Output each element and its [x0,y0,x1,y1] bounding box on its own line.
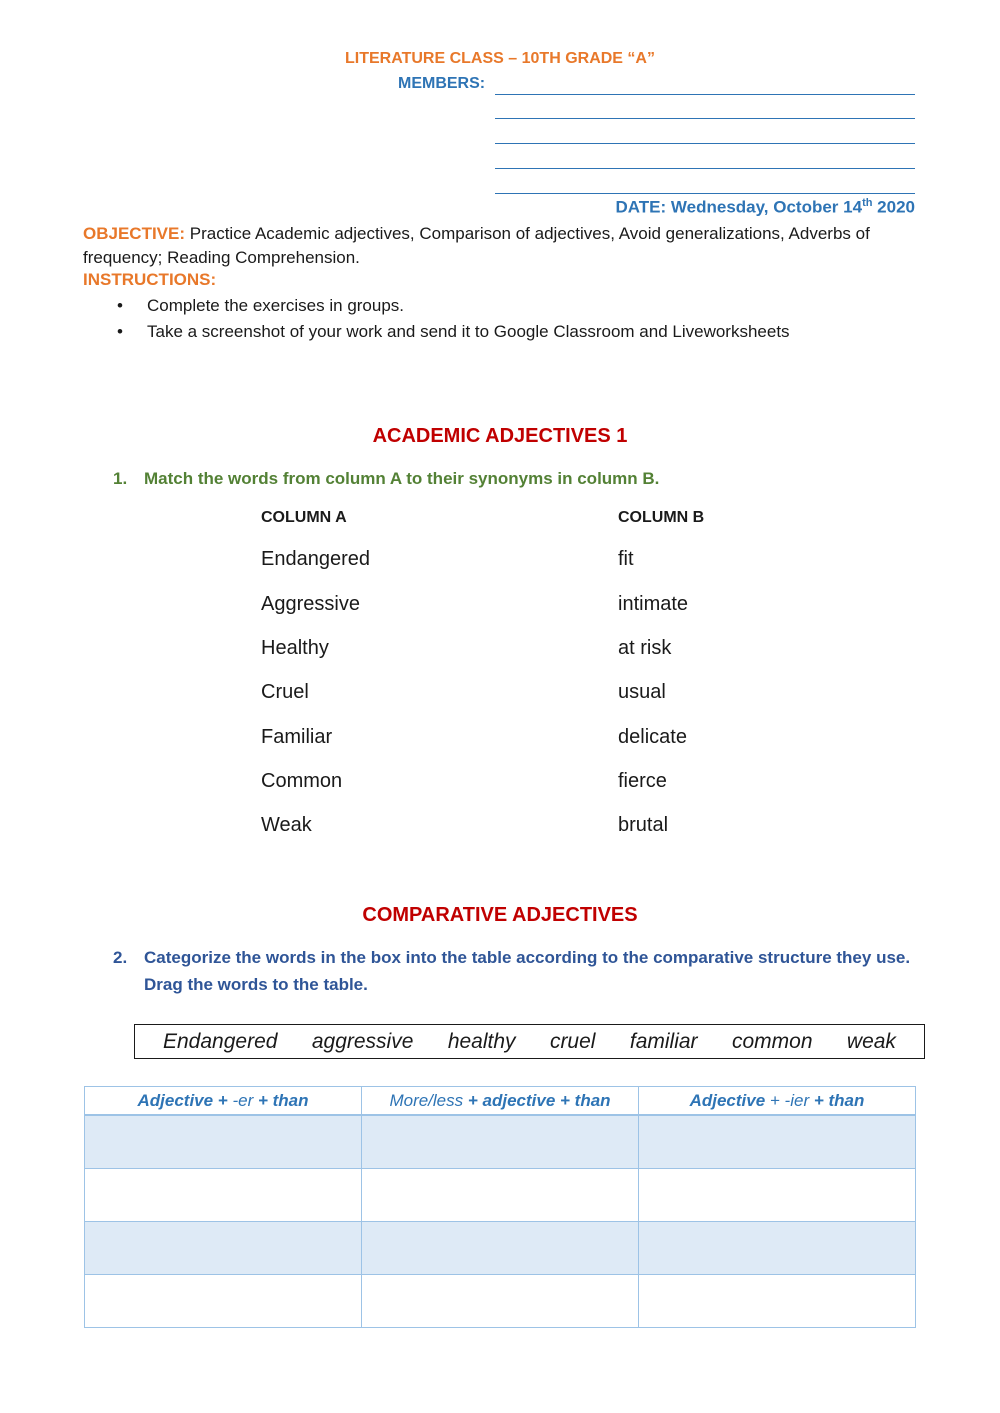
bullet-icon: • [117,296,123,315]
column-a-header: COLUMN A [261,509,347,526]
header-part: + than [809,1090,865,1110]
drop-cell[interactable] [362,1275,639,1328]
instruction-item: Take a screenshot of your work and send it to Google Classroom and Liveworksheets [147,322,790,341]
drop-cell[interactable] [362,1115,639,1169]
member-line-3[interactable] [495,143,915,144]
drop-cell[interactable] [639,1222,916,1275]
column-a-word[interactable]: Weak [261,814,312,836]
date [616,197,916,218]
table-header-ier [639,1087,916,1116]
draggable-word[interactable]: weak [846,1029,896,1053]
column-a-word[interactable]: Cruel [261,681,309,703]
column-b-word[interactable]: usual [618,681,666,703]
header-part: Adjective [689,1090,766,1110]
column-b-header: COLUMN B [618,509,705,526]
member-line-1[interactable] [495,94,915,95]
table-header-row [85,1087,916,1116]
column-a-word[interactable]: Endangered [261,548,370,570]
draggable-word[interactable]: cruel [549,1029,596,1053]
header-part: -er [232,1090,254,1110]
draggable-word[interactable]: familiar [629,1029,698,1053]
objective-text: Practice Academic adjectives, Comparison of adjectives, Avoid generalizations, Adverbs of frequency; Reading Comprehension. [83,224,870,267]
member-line-2[interactable] [495,118,915,119]
draggable-word[interactable]: aggressive [311,1029,414,1053]
question-text: Categorize the words in the box into the table according to the comparative structure they use. Drag the words to the table. [144,948,911,994]
member-line-5[interactable] [495,193,915,194]
drop-cell[interactable] [362,1169,639,1222]
question-number: 1. [113,469,128,488]
column-b-word[interactable]: intimate [618,593,689,615]
table-row [85,1169,916,1222]
table-header-more-less [362,1087,639,1116]
question-number: 2. [113,948,128,967]
table-row [85,1115,916,1169]
instruction-item: Complete the exercises in groups. [147,296,405,315]
header-part: Adjective + [137,1090,233,1110]
instructions-label: INSTRUCTIONS: [83,270,217,289]
bullet-icon: • [117,322,123,341]
draggable-word[interactable]: common [731,1029,813,1053]
drop-cell[interactable] [85,1115,362,1169]
drop-cell[interactable] [639,1169,916,1222]
drop-cell[interactable] [362,1222,639,1275]
drop-cell[interactable] [639,1115,916,1169]
table-header-er [85,1087,362,1116]
column-a-word[interactable]: Familiar [261,726,333,748]
drop-cell[interactable] [85,1222,362,1275]
draggable-word[interactable]: Endangered [163,1029,278,1053]
member-line-4[interactable] [495,168,915,169]
column-b-word[interactable]: brutal [618,814,669,836]
drop-cell[interactable] [85,1169,362,1222]
header-part: + adjective + than [463,1090,611,1110]
objective-label: OBJECTIVE: [83,224,186,243]
column-b-word[interactable]: at risk [618,637,672,659]
table-row [85,1275,916,1328]
date-sup: th [862,197,873,209]
column-a-word[interactable]: Aggressive [261,593,360,615]
header-part: + -ier [765,1090,810,1110]
draggable-word[interactable]: healthy [447,1029,516,1053]
column-a-word[interactable]: Common [261,770,343,792]
word-box [134,1024,925,1059]
column-b-word[interactable]: fit [618,548,634,570]
drop-cell[interactable] [85,1275,362,1328]
date-suffix: 2020 [872,197,915,217]
header-part: More/less [389,1090,464,1110]
header-part: + than [253,1090,309,1110]
section-title-academic-adjectives: ACADEMIC ADJECTIVES 1 [372,425,628,447]
date-prefix: DATE: Wednesday, October 14 [615,197,863,217]
worksheet-title: LITERATURE CLASS – 10TH GRADE “A” [345,50,655,67]
column-b-word[interactable]: fierce [618,770,667,792]
column-a-word[interactable]: Healthy [261,637,329,659]
objective [83,222,913,270]
members-label: MEMBERS: [398,75,486,92]
drop-cell[interactable] [639,1275,916,1328]
column-b-word[interactable]: delicate [618,726,687,748]
table-row [85,1222,916,1275]
categorize-table [84,1086,916,1328]
section-title-comparative-adjectives: COMPARATIVE ADJECTIVES [362,904,638,926]
question-text: Match the words from column A to their synonyms in column B. [144,469,660,488]
